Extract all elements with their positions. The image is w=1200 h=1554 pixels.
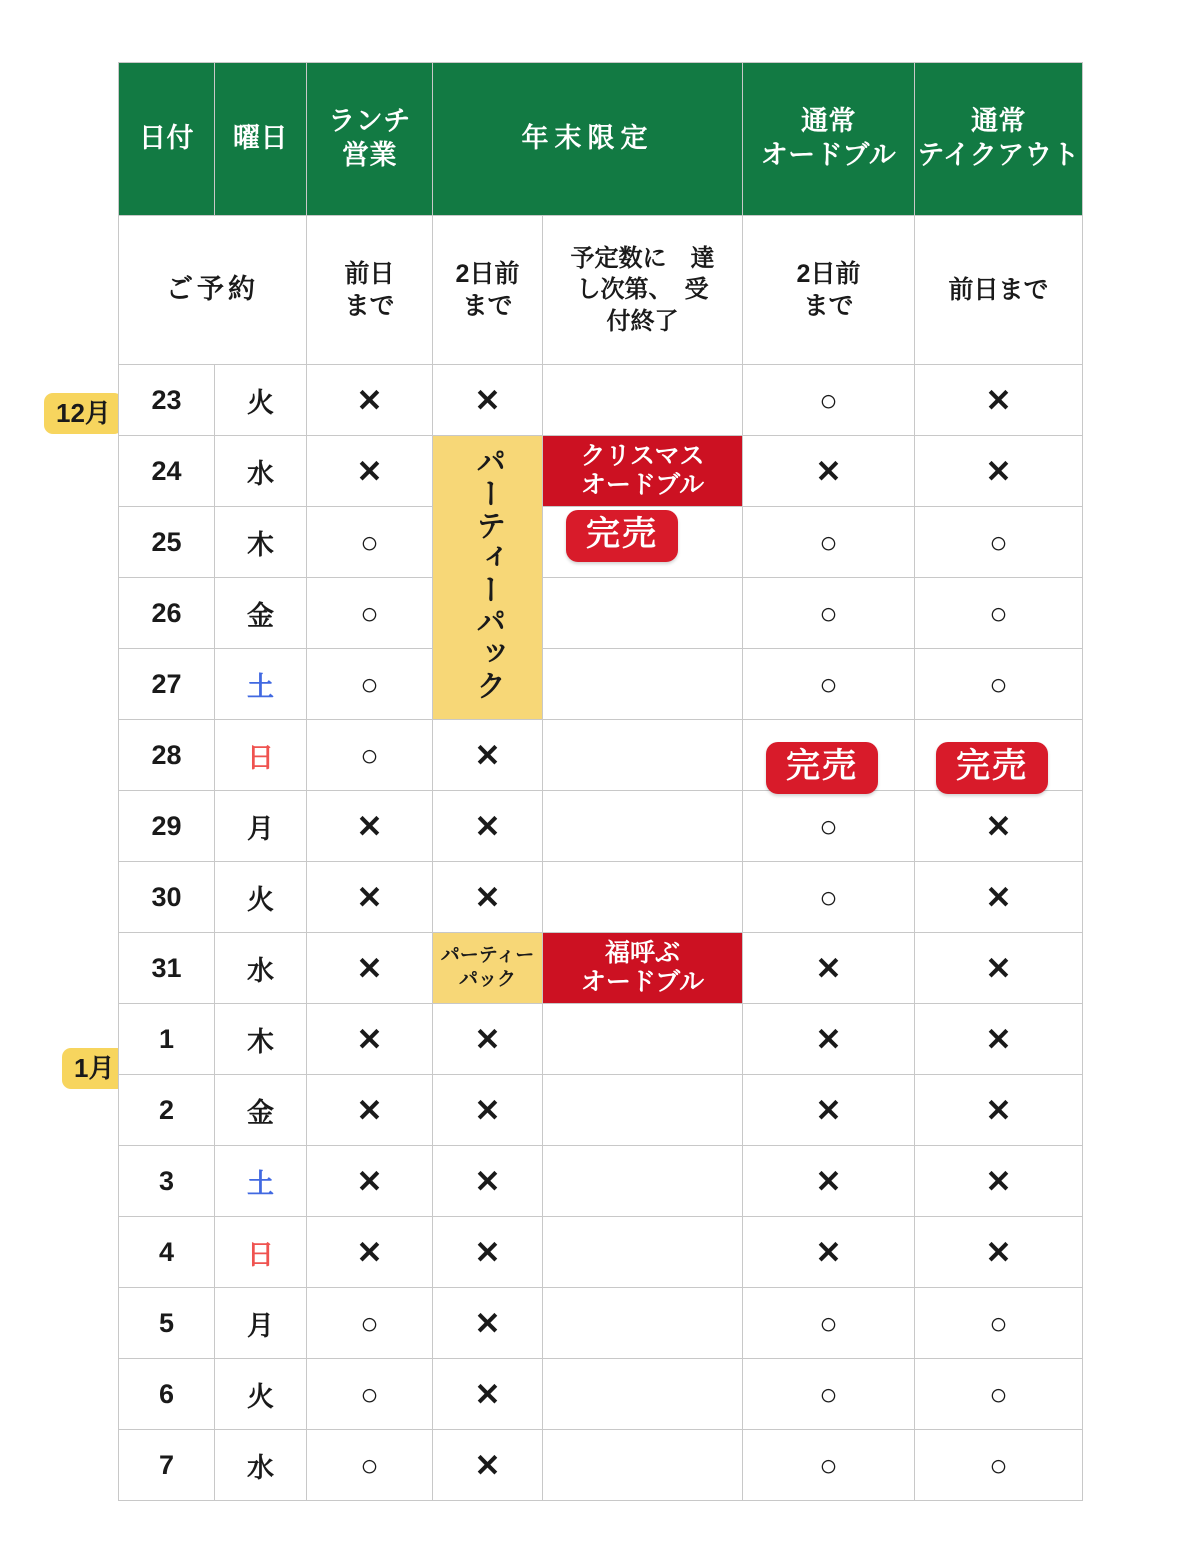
- cell-lunch: ✕: [307, 365, 433, 436]
- cell-date: 23: [119, 365, 215, 436]
- cell-hors: ○: [743, 1288, 915, 1359]
- cell-hors: ✕: [743, 933, 915, 1004]
- cell-hors: ✕: [743, 1146, 915, 1217]
- cell-yearend2: [543, 578, 743, 649]
- yearend2-note-line1: 予定数に 達: [570, 245, 715, 273]
- cell-hors: ✕: [743, 436, 915, 507]
- cell-takeout: ○: [915, 578, 1083, 649]
- cell-dow: 火: [215, 862, 307, 933]
- status-badge-soldout-takeout-28: 完売: [936, 742, 1048, 794]
- cell-dow: 金: [215, 578, 307, 649]
- reservation-yearend1-deadline: [433, 216, 543, 365]
- cell-yearend1: ✕: [433, 1146, 543, 1217]
- cell-yearend1: ✕: [433, 791, 543, 862]
- cell-party-pack: [433, 436, 543, 720]
- christmas-promo-line2: オードブル: [580, 471, 705, 499]
- table-row: [119, 578, 1083, 649]
- cell-dow: 火: [215, 365, 307, 436]
- cell-yearend1: ✕: [433, 1359, 543, 1430]
- cell-hors: ✕: [743, 1217, 915, 1288]
- cell-yearend2: [543, 1004, 743, 1075]
- header-lunch: [307, 63, 433, 216]
- cell-yearend2: [543, 791, 743, 862]
- cell-lunch: ✕: [307, 436, 433, 507]
- yearend1-deadline-line1: 2日前: [455, 259, 520, 288]
- fuku-promo-line2: オードブル: [580, 968, 705, 996]
- cell-hors: ○: [743, 1430, 915, 1501]
- cell-yearend2: [543, 720, 743, 791]
- header-regular-hors-doeuvre: [743, 63, 915, 216]
- cell-takeout: ○: [915, 1359, 1083, 1430]
- table-row: [119, 933, 1083, 1004]
- cell-takeout: ○: [915, 507, 1083, 578]
- party-pack-small-line1: パーティー: [440, 945, 535, 967]
- cell-christmas-promo: [543, 436, 743, 507]
- cell-lunch: ✕: [307, 1075, 433, 1146]
- cell-hors: ○: [743, 507, 915, 578]
- cell-fuku-promo: [543, 933, 743, 1004]
- cell-date: 31: [119, 933, 215, 1004]
- header-day-of-week: 曜日: [215, 63, 307, 216]
- cell-lunch: ○: [307, 1359, 433, 1430]
- cell-takeout: ✕: [915, 1146, 1083, 1217]
- cell-lunch: ○: [307, 649, 433, 720]
- cell-dow: 水: [215, 933, 307, 1004]
- header-takeout-line2: テイクアウト: [917, 140, 1080, 170]
- cell-yearend2: [543, 1288, 743, 1359]
- cell-dow: 月: [215, 791, 307, 862]
- lunch-deadline-line1: 前日: [344, 259, 395, 288]
- cell-yearend1: ✕: [433, 1075, 543, 1146]
- reservation-hors-deadline: [743, 216, 915, 365]
- cell-lunch: ○: [307, 1430, 433, 1501]
- cell-date: 3: [119, 1146, 215, 1217]
- cell-yearend2: [543, 365, 743, 436]
- header-hors-line1: 通常: [801, 106, 856, 137]
- fuku-promo-line1: 福呼ぶ: [604, 939, 680, 968]
- reservation-lunch-deadline: [307, 216, 433, 365]
- cell-lunch: ✕: [307, 862, 433, 933]
- yearend2-note-line3: 付終了: [606, 307, 679, 335]
- cell-dow: 日: [215, 1217, 307, 1288]
- table-row: [119, 365, 1083, 436]
- header-takeout-line1: 通常: [971, 106, 1026, 137]
- cell-hors: ○: [743, 649, 915, 720]
- cell-takeout: ✕: [915, 862, 1083, 933]
- cell-date: 5: [119, 1288, 215, 1359]
- cell-lunch: ✕: [307, 1217, 433, 1288]
- yearend1-deadline-line2: まで: [462, 292, 513, 320]
- status-badge-soldout-hors-28: 完売: [766, 742, 878, 794]
- reservation-deadline-row: [119, 216, 1083, 365]
- cell-lunch: ○: [307, 720, 433, 791]
- cell-takeout: ✕: [915, 1004, 1083, 1075]
- table-row: [119, 1075, 1083, 1146]
- cell-yearend2: [543, 1075, 743, 1146]
- table-row: [119, 791, 1083, 862]
- party-pack-label: パーティーパック: [471, 445, 505, 702]
- cell-lunch: ○: [307, 1288, 433, 1359]
- cell-date: 27: [119, 649, 215, 720]
- cell-party-pack-small: [433, 933, 543, 1004]
- cell-dow: 月: [215, 1288, 307, 1359]
- cell-date: 26: [119, 578, 215, 649]
- cell-date: 24: [119, 436, 215, 507]
- cell-lunch: ✕: [307, 791, 433, 862]
- header-regular-takeout: [915, 63, 1083, 216]
- cell-yearend1: ✕: [433, 365, 543, 436]
- status-badge-soldout-christmas: 完売: [566, 510, 678, 562]
- cell-hors: ✕: [743, 1075, 915, 1146]
- hors-deadline-line2: まで: [803, 292, 854, 320]
- cell-hors: ○: [743, 1359, 915, 1430]
- header-hors-line2: オードブル: [760, 140, 897, 170]
- cell-lunch: ○: [307, 578, 433, 649]
- hors-deadline-line1: 2日前: [796, 259, 861, 288]
- cell-takeout: ○: [915, 1288, 1083, 1359]
- cell-lunch: ○: [307, 507, 433, 578]
- cell-dow: 土: [215, 1146, 307, 1217]
- cell-hors: ○: [743, 365, 915, 436]
- cell-hors: ○: [743, 578, 915, 649]
- cell-takeout: ✕: [915, 1217, 1083, 1288]
- yearend2-note-line2: し次第、 受: [576, 276, 709, 304]
- cell-takeout: ✕: [915, 933, 1083, 1004]
- table-row: [119, 1359, 1083, 1430]
- lunch-deadline-line2: まで: [344, 292, 395, 320]
- reservation-takeout-deadline: 前日まで: [915, 216, 1083, 365]
- cell-yearend1: ✕: [433, 862, 543, 933]
- cell-yearend1: ✕: [433, 1217, 543, 1288]
- table-row: [119, 862, 1083, 933]
- header-lunch-line1: ランチ: [328, 106, 411, 137]
- cell-yearend1: ✕: [433, 720, 543, 791]
- cell-takeout: ○: [915, 649, 1083, 720]
- table-row: [119, 649, 1083, 720]
- cell-yearend2: [543, 862, 743, 933]
- cell-yearend1: ✕: [433, 1004, 543, 1075]
- cell-yearend2: [543, 649, 743, 720]
- cell-yearend2: [543, 1430, 743, 1501]
- table-row: [119, 1288, 1083, 1359]
- cell-dow: 木: [215, 1004, 307, 1075]
- month-tag-december: 12月: [44, 393, 123, 434]
- cell-dow: 土: [215, 649, 307, 720]
- cell-dow: 木: [215, 507, 307, 578]
- cell-takeout: ○: [915, 1430, 1083, 1501]
- cell-dow: 水: [215, 436, 307, 507]
- cell-date: 29: [119, 791, 215, 862]
- table-row: [119, 1004, 1083, 1075]
- table-row: [119, 1217, 1083, 1288]
- christmas-promo-line1: クリスマス: [580, 442, 705, 471]
- cell-yearend1: ✕: [433, 1430, 543, 1501]
- cell-lunch: ✕: [307, 1004, 433, 1075]
- reservation-label: ご予約: [119, 216, 307, 365]
- cell-dow: 火: [215, 1359, 307, 1430]
- cell-yearend2: [543, 1359, 743, 1430]
- cell-date: 1: [119, 1004, 215, 1075]
- cell-dow: 日: [215, 720, 307, 791]
- cell-takeout: ✕: [915, 436, 1083, 507]
- cell-date: 2: [119, 1075, 215, 1146]
- cell-date: 7: [119, 1430, 215, 1501]
- cell-takeout: ✕: [915, 1075, 1083, 1146]
- cell-date: 25: [119, 507, 215, 578]
- table-row: [119, 1430, 1083, 1501]
- table-row: [119, 1146, 1083, 1217]
- month-tag-january: 1月: [62, 1048, 126, 1089]
- reservation-yearend2-note: [543, 216, 743, 365]
- cell-yearend1: ✕: [433, 1288, 543, 1359]
- header-date: 日付: [119, 63, 215, 216]
- cell-hors: ✕: [743, 1004, 915, 1075]
- cell-yearend2: [543, 1217, 743, 1288]
- header-lunch-line2: 営業: [342, 140, 397, 170]
- cell-date: 4: [119, 1217, 215, 1288]
- cell-dow: 金: [215, 1075, 307, 1146]
- cell-takeout: ✕: [915, 365, 1083, 436]
- cell-dow: 水: [215, 1430, 307, 1501]
- cell-date: 30: [119, 862, 215, 933]
- cell-date: 6: [119, 1359, 215, 1430]
- cell-yearend2: [543, 1146, 743, 1217]
- party-pack-small-line2: パック: [458, 969, 516, 990]
- cell-lunch: ✕: [307, 933, 433, 1004]
- header-year-end-limited: 年末限定: [433, 63, 743, 216]
- cell-lunch: ✕: [307, 1146, 433, 1217]
- table-header-row: [119, 63, 1083, 216]
- cell-takeout: ✕: [915, 791, 1083, 862]
- cell-date: 28: [119, 720, 215, 791]
- cell-hors: ○: [743, 862, 915, 933]
- table-row: [119, 436, 1083, 507]
- cell-hors: ○: [743, 791, 915, 862]
